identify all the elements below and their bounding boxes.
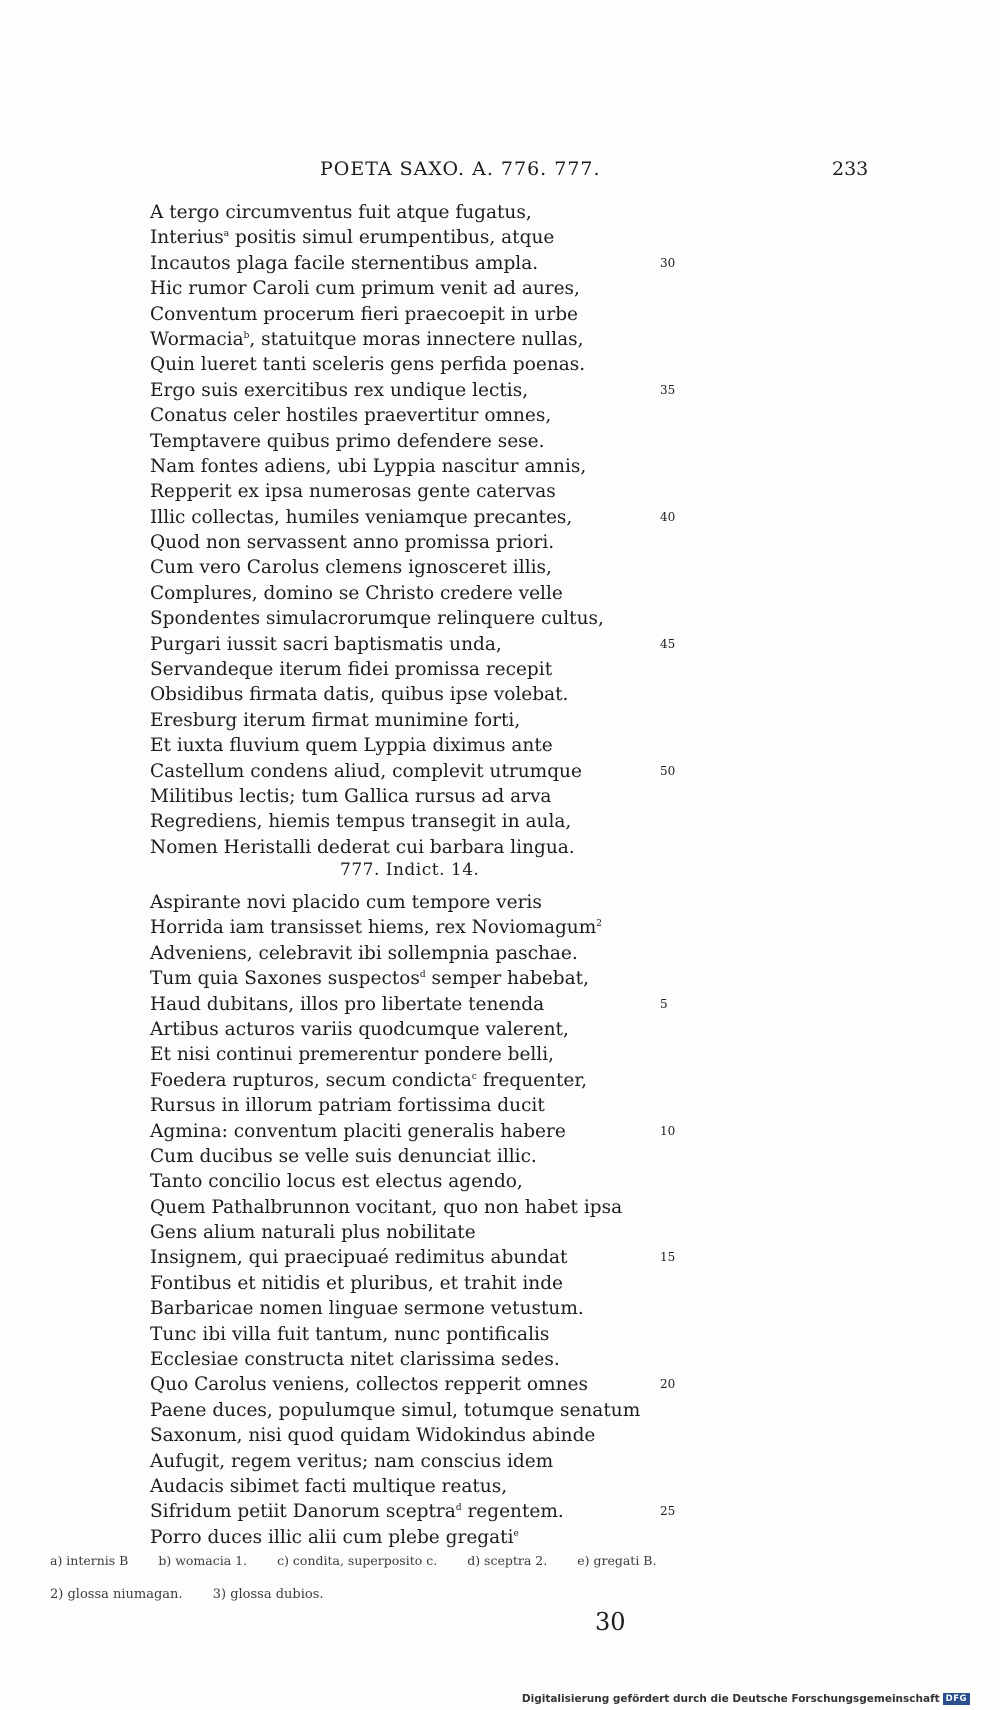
verse-text: Quin lueret tanti sceleris gens perfida poenas. [150,354,586,376]
gloss-3: 3) glossa dubios. [212,1587,324,1602]
footnote-d: d) sceptra 2. [467,1553,548,1568]
verse-text: Eresburg iterum firmat munimine forti, [150,709,521,731]
verse-text: Porro duces illic alii cum plebe gregati [150,1526,514,1548]
footnotes [50,1553,682,1569]
footnote-c: c) condita, superposito c. [277,1553,438,1568]
verse-line [150,403,604,428]
verse-text: Cum ducibus se velle suis denunciat illic. [150,1145,537,1167]
line-number: 5 [660,996,668,1011]
verse-text-continued: , statuitque moras innectere nullas, [249,328,584,350]
verse-line [150,759,676,784]
verse-text: Spondentes simulacrorumque relinquere cultus, [150,608,604,630]
verse-line [150,1372,676,1397]
verse-line [150,200,604,225]
verse-text: Fontibus et nitidis et pluribus, et trahit inde [150,1272,563,1294]
verse-line [150,1347,640,1372]
line-number: 20 [660,1377,676,1392]
signature-mark: 30 [595,1608,626,1636]
footnote-a: a) internis B [50,1553,129,1568]
verse-line [150,225,604,250]
verse-line [150,1322,640,1347]
verse-line [150,835,604,860]
footnote-e: e) gregati B. [577,1553,657,1568]
verse-text: Interius [150,227,224,249]
verse-text-continued: regentem. [461,1501,564,1523]
verse-line [150,1093,640,1118]
verse-text: Rursus in illorum patriam fortissima ducit [150,1095,545,1117]
verse-text-continued: positis simul erumpentibus, atque [229,227,555,249]
verse-text: Incautos plaga facile sternentibus ampla. [150,252,539,274]
verse-text: Nam fontes adiens, ubi Lyppia nascitur amnis, [150,455,587,477]
verse-text: Regrediens, hiemis tempus transegit in aula, [150,811,572,833]
verse-text: Haud dubitans, illos pro libertate tenenda [150,993,545,1015]
verse-line [150,1525,640,1550]
page-header [0,158,1000,188]
verse-line [150,1068,640,1093]
verse-text: Purgari iussit sacri baptismatis unda, [150,633,502,655]
verse-line [150,1271,640,1296]
verse-line [150,555,604,580]
gloss-2: 2) glossa niumagan. [50,1587,183,1602]
verse-line [150,1119,676,1144]
verse-line [150,505,676,530]
year-subheading: 777. Indict. 14. [340,860,480,880]
verse-text: Tanto concilio locus est electus agendo, [150,1171,523,1193]
verse-line [150,1423,640,1448]
verse-line [150,1296,640,1321]
verse-block-776 [150,200,676,860]
verse-text: Paene duces, populumque simul, totumque senatum [150,1399,641,1421]
verse-text: Ergo suis exercitibus rex undique lectis, [150,379,529,401]
footnote-marker: b [243,330,250,341]
verse-line [150,327,604,352]
verse-line [150,378,676,403]
verse-text: Saxonum, nisi quod quidam Widokindus abinde [150,1425,596,1447]
verse-line [150,657,604,682]
line-number: 40 [660,509,676,524]
verse-line [150,1195,640,1220]
line-number: 45 [660,636,676,651]
verse-line [150,454,604,479]
footnote-marker: c [471,1071,477,1082]
verse-line [150,1017,640,1042]
footnote-marker: d [419,970,426,981]
line-number: 15 [660,1250,676,1265]
verse-line [150,606,604,631]
verse-line [150,992,668,1017]
verse-text: Illic collectas, humiles veniamque precantes, [150,506,573,528]
verse-line [150,733,604,758]
verse-text: Wormacia [150,328,244,350]
verse-text: Gens alium naturali plus nobilitate [150,1222,476,1244]
verse-text: Tunc ibi villa fuit tantum, nunc pontificalis [150,1323,550,1345]
verse-text: Et nisi continui premerentur pondere belli, [150,1044,555,1066]
footnote-b: b) womacia 1. [158,1553,248,1568]
verse-text: Insignem, qui praecipuaé redimitus abundat [150,1247,568,1269]
verse-text: Servandeque iterum fidei promissa recepit [150,659,553,681]
verse-line [150,302,604,327]
verse-text: Quem Pathalbrunnon vocitant, quo non habet ipsa [150,1196,623,1218]
verse-line [150,632,676,657]
footnote-marker: 2 [596,919,603,930]
verse-line [150,890,640,915]
footnote-marker: d [455,1503,462,1514]
verse-line [150,581,604,606]
verse-line [150,352,604,377]
verse-text: Sifridum petiit Danorum sceptra [150,1501,456,1523]
verse-text: Adveniens, celebravit ibi sollempnia paschae. [150,942,578,964]
digitization-text: Digitalisierung gefördert durch die Deutsche Forschungsgemeinschaft [521,1693,940,1705]
verse-line [150,276,604,301]
verse-line [150,1398,640,1423]
verse-text: Barbaricae nomen linguae sermone vetustum. [150,1298,584,1320]
verse-line [150,479,604,504]
verse-text-continued: frequenter, [476,1069,588,1091]
verse-text: Repperit ex ipsa numerosas gente catervas [150,481,556,503]
verse-line [150,1449,640,1474]
verse-text: Quo Carolus veniens, collectos repperit omnes [150,1374,588,1396]
glosses [50,1587,350,1603]
verse-text: Castellum condens aliud, complevit utrumque [150,760,582,782]
verse-text: Agmina: conventum placiti generalis habere [150,1120,566,1142]
verse-text: Hic rumor Caroli cum primum venit ad aures, [150,278,580,300]
line-number: 25 [660,1504,676,1519]
verse-text: Tum quia Saxones suspectos [150,968,420,990]
line-number: 35 [660,382,676,397]
digitization-credit [522,1693,970,1705]
line-number: 50 [660,763,676,778]
verse-text: Quod non servassent anno promissa priori. [150,532,555,554]
verse-line [150,1220,640,1245]
verse-line [150,708,604,733]
line-number: 30 [660,255,676,270]
verse-text: Et iuxta fluvium quem Lyppia diximus ante [150,735,553,757]
verse-text: Ecclesiae constructa nitet clarissima sedes. [150,1349,560,1371]
page-number: 233 [832,158,869,180]
verse-line [150,809,604,834]
verse-text: Complures, domino se Christo credere velle [150,582,563,604]
verse-text: Foedera rupturos, secum condicta [150,1069,472,1091]
verse-text: Aufugit, regem veritus; nam conscius idem [150,1450,554,1472]
verse-text: Cum vero Carolus clemens ignosceret illis, [150,557,552,579]
verse-line [150,1169,640,1194]
verse-line [150,1042,640,1067]
verse-line [150,1499,676,1524]
verse-text: Horrida iam transisset hiems, rex Noviomagum [150,917,597,939]
verse-line [150,1245,676,1270]
verse-text: Aspirante novi placido cum tempore veris [150,892,542,913]
line-number: 10 [660,1123,676,1138]
verse-text-continued: semper habebat, [425,968,589,990]
verse-text: Nomen Heristalli dederat cui barbara lingua. [150,836,575,858]
verse-text: Temptavere quibus primo defendere sese. [150,430,545,452]
footnote-marker: e [513,1528,519,1539]
verse-text: A tergo circumventus fuit atque fugatus, [150,202,532,223]
verse-text: Conatus celer hostiles praevertitur omnes, [150,405,552,427]
verse-line [150,682,604,707]
verse-line [150,941,640,966]
verse-line [150,784,604,809]
footnote-marker: a [223,229,230,240]
verse-line [150,530,604,555]
verse-line [150,1144,640,1169]
verse-text: Militibus lectis; tum Gallica rursus ad arva [150,785,552,807]
verse-text: Obsidibus firmata datis, quibus ipse volebat. [150,684,569,706]
dfg-logo-icon: DFG [943,1693,970,1705]
verse-line [150,429,604,454]
verse-line [150,251,676,276]
verse-text: Conventum procerum fieri praecoepit in urbe [150,303,578,325]
verse-block-777 [150,890,676,1550]
verse-text: Artibus acturos variis quodcumque valerent, [150,1018,569,1040]
running-title: POETA SAXO. A. 776. 777. [320,158,601,180]
verse-line [150,1474,640,1499]
verse-line [150,915,640,940]
verse-line [150,966,640,991]
verse-text: Audacis sibimet facti multique reatus, [150,1475,508,1497]
